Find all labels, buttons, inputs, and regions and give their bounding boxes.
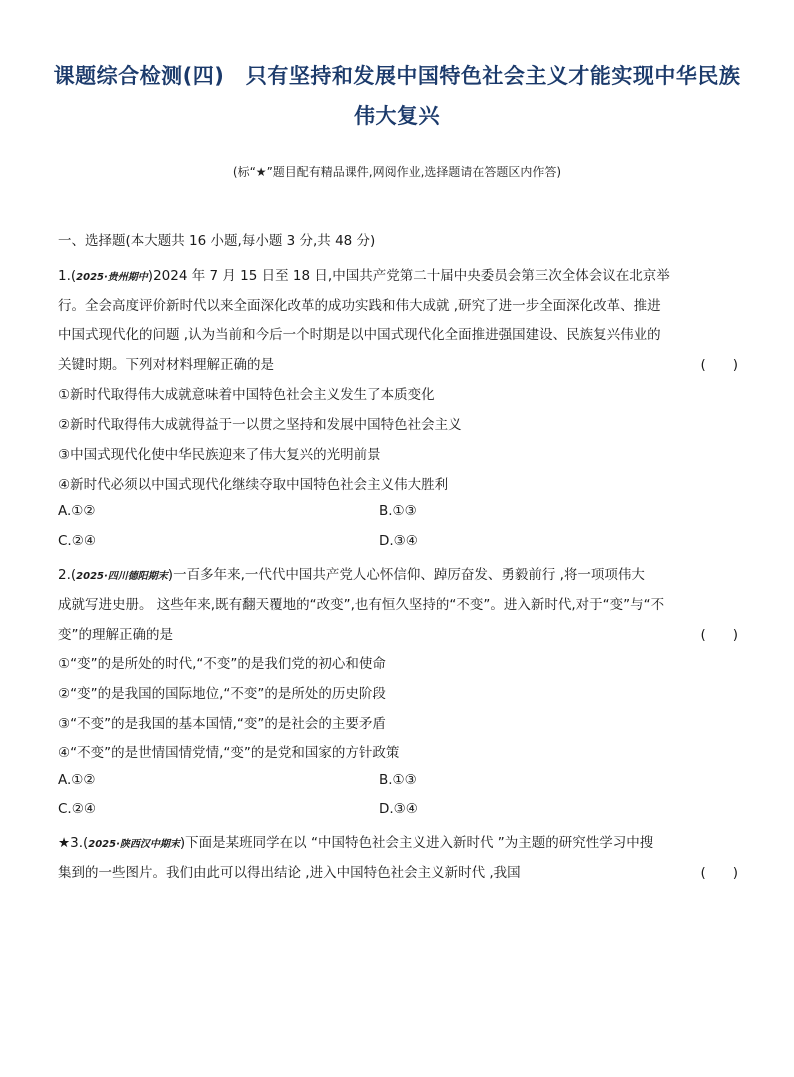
q2-source: 2025·四川德阳期末 [76, 571, 168, 582]
q2-stem-start: )一百多年来,一代代中国共产党人心怀信仰、踔厉奋发、勇毅前行 ,将一项项伟大 [167, 567, 645, 583]
q2-statement-2: ②“变”的是我国的国际地位,“不变”的是所处的历史阶段 [58, 686, 386, 702]
q1-source: 2025·贵州期中 [76, 272, 148, 283]
q2-line3: 变”的理解正确的是 [58, 627, 173, 643]
q1-stem-start: )2024 年 7 月 15 日至 18 日,中国共产党第二十届中央委员会第三次全体会议在北京举 [147, 268, 670, 284]
q2-line1 [58, 563, 645, 583]
q3-stem-start: )下面是某班同学在以 “中国特色社会主义进入新时代 ”为主题的研究性学习中搜 [179, 835, 654, 851]
page-title-line1: 课题综合检测(四) 只有坚持和发展中国特色社会主义才能实现中华民族 [53, 64, 741, 88]
q1-statement-1: ①新时代取得伟大成就意味着中国特色社会主义发生了本质变化 [58, 387, 435, 403]
q2-number: 2.( [58, 567, 77, 583]
q2-option-b[interactable]: B.①③ [379, 772, 417, 788]
q2-statement-4: ④“不变”的是世情国情党情,“变”的是党和国家的方针政策 [58, 745, 400, 761]
q3-answer-bracket: ( ) [700, 865, 738, 881]
q1-option-b[interactable]: B.①③ [379, 503, 417, 519]
q1-line1 [58, 264, 670, 284]
q1-option-c[interactable]: C.②④ [58, 533, 96, 549]
q2-option-c[interactable]: C.②④ [58, 801, 96, 817]
instruction-note: (标“★”题目配有精品课件,网阅作业,选择题请在答题区内作答) [232, 165, 562, 179]
q1-line3: 中国式现代化的问题 ,认为当前和今后一个时期是以中国式现代化全面推进强国建设、民族复兴伟业的 [58, 327, 661, 343]
q1-answer-bracket: ( ) [700, 357, 738, 373]
q2-option-d[interactable]: D.③④ [379, 801, 418, 817]
q2-statement-3: ③“不变”的是我国的基本国情,“变”的是社会的主要矛盾 [58, 716, 386, 732]
q1-statement-4: ④新时代必须以中国式现代化继续夺取中国特色社会主义伟大胜利 [58, 477, 449, 493]
q2-option-a[interactable]: A.①② [58, 772, 96, 788]
q1-option-a[interactable]: A.①② [58, 503, 96, 519]
q3-line2: 集到的一些图片。我们由此可以得出结论 ,进入中国特色社会主义新时代 ,我国 [58, 865, 521, 881]
q1-line2: 行。全会高度评价新时代以来全面深化改革的成功实践和伟大成就 ,研究了进一步全面深化改革、推进 [58, 298, 661, 314]
page-title-line2: 伟大复兴 [354, 104, 440, 128]
q3-source: 2025·陕西汉中期末 [88, 839, 180, 850]
section-heading: 一、选择题(本大题共 16 小题,每小题 3 分,共 48 分) [58, 233, 376, 249]
q3-line1 [58, 831, 653, 851]
q1-option-d[interactable]: D.③④ [379, 533, 418, 549]
q3-number: ★3.( [58, 835, 89, 851]
q2-line2: 成就写进史册。 这些年来,既有翻天覆地的“改变”,也有恒久坚持的“不变”。进入新时代,对于“变”与“不 [58, 597, 665, 613]
q1-statement-3: ③中国式现代化使中华民族迎来了伟大复兴的光明前景 [58, 447, 381, 463]
q2-answer-bracket: ( ) [700, 627, 738, 643]
q1-number: 1.( [58, 268, 77, 284]
q1-line4: 关键时期。下列对材料理解正确的是 [58, 357, 274, 373]
q2-statement-1: ①“变”的是所处的时代,“不变”的是我们党的初心和使命 [58, 656, 386, 672]
q1-statement-2: ②新时代取得伟大成就得益于一以贯之坚持和发展中国特色社会主义 [58, 417, 462, 433]
